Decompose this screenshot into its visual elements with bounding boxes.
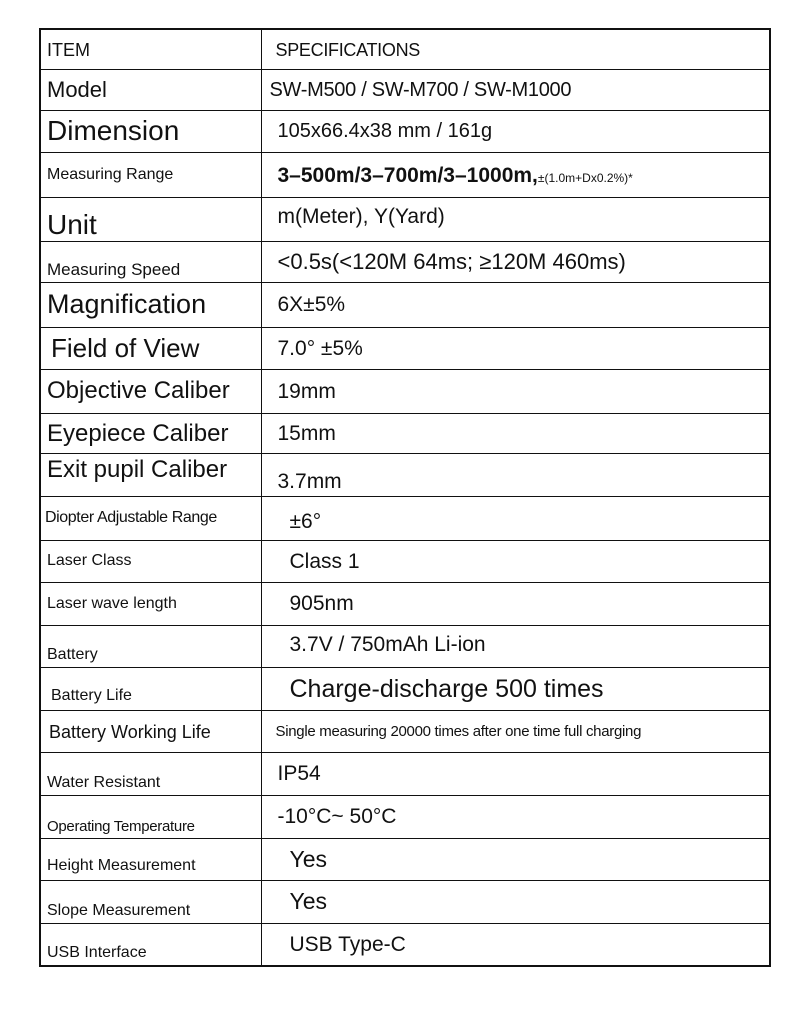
row-key: Slope Measurement <box>40 881 261 924</box>
row-key: Measuring Range <box>40 153 261 198</box>
table-row <box>40 496 770 540</box>
row-value: IP54 <box>261 753 770 796</box>
row-value: SW-M500 / SW-M700 / SW-M1000 <box>261 70 770 111</box>
specifications-header: SPECIFICATIONS <box>261 29 770 70</box>
row-key: Diopter Adjustable Range <box>40 496 261 540</box>
row-key: Field of View <box>40 327 261 370</box>
row-value: 905nm <box>261 583 770 626</box>
table-row <box>40 923 770 966</box>
table-row <box>40 625 770 668</box>
table-row <box>40 838 770 881</box>
table-row <box>40 710 770 753</box>
row-value: Class 1 <box>261 540 770 583</box>
accuracy-note: ±(1.0m+Dx0.2%)* <box>537 170 633 185</box>
table-row <box>40 327 770 370</box>
row-value: m(Meter), Y(Yard) <box>261 197 770 242</box>
row-value: 105x66.4x38 mm / 161g <box>261 110 770 153</box>
table-row <box>40 413 770 454</box>
row-key: Water Resistant <box>40 753 261 796</box>
row-value: Charge-discharge 500 times <box>261 668 770 711</box>
table-row <box>40 881 770 924</box>
row-key: Objective Caliber <box>40 370 261 414</box>
row-key: Operating Temperature <box>40 795 261 838</box>
specifications-table <box>39 28 771 967</box>
table-row <box>40 153 770 198</box>
table-row <box>40 242 770 283</box>
row-key: Battery <box>40 625 261 668</box>
row-value: <0.5s(<120M 64ms; ≥120M 460ms) <box>261 242 770 283</box>
row-key: Exit pupil Caliber <box>40 454 261 497</box>
measuring-range-value: 3–500m/3–700m/3–1000m, <box>277 163 538 187</box>
table-row <box>40 197 770 242</box>
row-key: Dimension <box>40 110 261 153</box>
row-value: 6X±5% <box>261 282 770 327</box>
row-key: Height Measurement <box>40 838 261 881</box>
row-value: Yes <box>261 881 770 924</box>
row-key: Eyepiece Caliber <box>40 413 261 454</box>
row-value: Yes <box>261 838 770 881</box>
table-row <box>40 753 770 796</box>
table-row <box>40 540 770 583</box>
table-row <box>40 583 770 626</box>
row-key: Laser wave length <box>40 583 261 626</box>
row-value: Single measuring 20000 times after one time full charging <box>261 710 770 753</box>
row-key: Magnification <box>40 282 261 327</box>
row-value: 3.7mm <box>261 454 770 497</box>
row-value: USB Type-C <box>261 923 770 966</box>
table-row <box>40 282 770 327</box>
table-row <box>40 70 770 111</box>
row-key: Measuring Speed <box>40 242 261 283</box>
row-value: 7.0° ±5% <box>261 327 770 370</box>
row-value: 15mm <box>261 413 770 454</box>
row-key: Model <box>40 70 261 111</box>
table-row <box>40 110 770 153</box>
row-value: 3.7V / 750mAh Li-ion <box>261 625 770 668</box>
table-row <box>40 668 770 711</box>
item-header: ITEM <box>40 29 261 70</box>
table-row <box>40 370 770 414</box>
row-value <box>261 153 770 198</box>
row-value: 19mm <box>261 370 770 414</box>
row-key: USB Interface <box>40 923 261 966</box>
table-row <box>40 29 770 70</box>
row-key: Battery Life <box>40 668 261 711</box>
table-row <box>40 795 770 838</box>
table-row <box>40 454 770 497</box>
row-key: Battery Working Life <box>40 710 261 753</box>
row-value: ±6° <box>261 496 770 540</box>
row-value: -10°C~ 50°C <box>261 795 770 838</box>
row-key: Unit <box>40 197 261 242</box>
row-key: Laser Class <box>40 540 261 583</box>
